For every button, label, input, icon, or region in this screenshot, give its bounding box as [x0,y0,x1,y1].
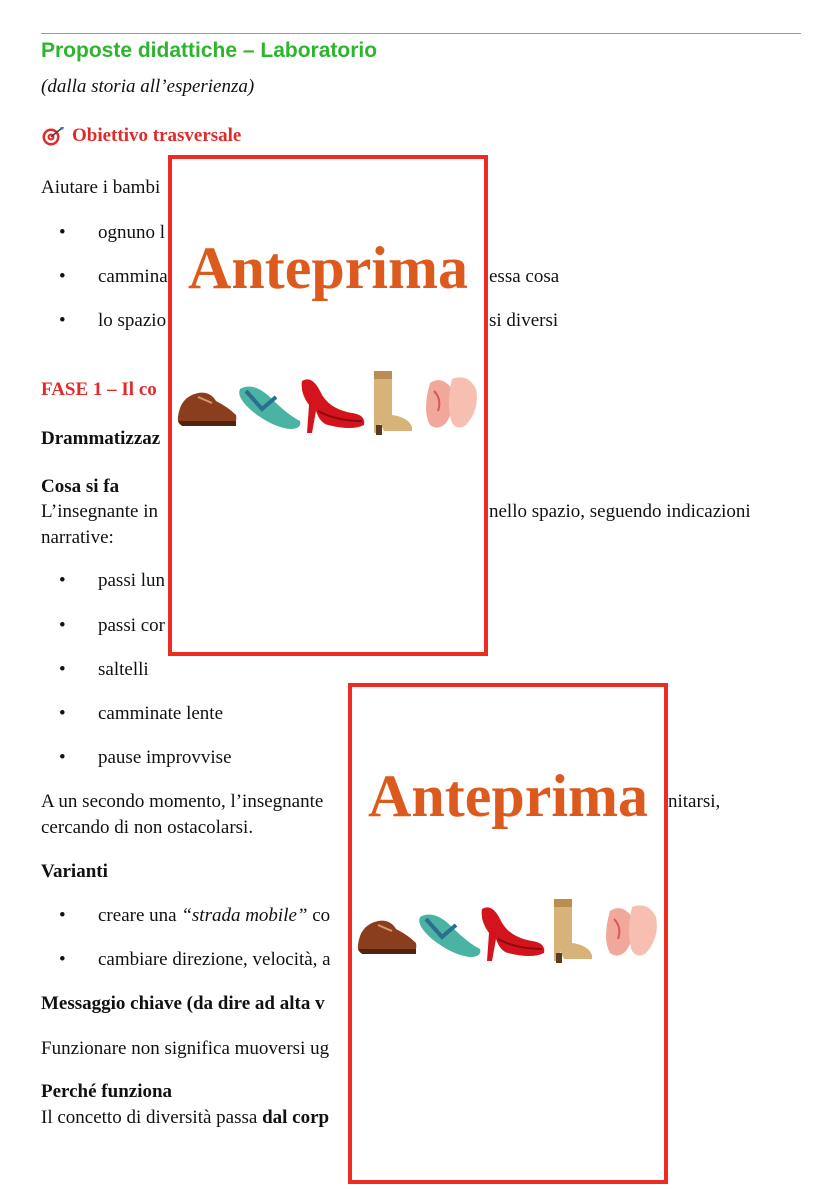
key-message-text: Funzionare non significa muoversi ug [41,1038,330,1059]
perche-text: Il concetto di diversità passa dal corp [41,1107,330,1128]
intro-text: Aiutare i bambi [41,177,161,198]
perche-heading: Perché funziona [41,1081,173,1102]
list-item: • pause improvvise [59,747,232,768]
varianti-heading: Varianti [41,861,108,882]
second-moment-line1-left: A un secondo momento, l’insegnante [41,791,324,812]
objective-heading-text: Obiettivo trasversale [72,125,242,146]
list-item: • ognuno l [59,222,166,243]
objective-heading [41,125,241,147]
preview-label: Anteprima [188,235,468,301]
list-item: • passi lun [59,570,166,591]
flip-flop-icon [239,387,300,429]
list-item: • lo spazio [59,310,167,331]
list-item: • cambiare direzione, velocità, a [59,949,331,970]
preview-overlay[interactable] [348,683,668,1184]
second-moment-line1-right: nitarsi, [668,791,721,812]
red-high-heel-icon [302,379,365,433]
brown-shoe-icon [178,393,236,426]
cosa-line2: narrative: [41,527,114,548]
top-rule [41,33,801,34]
list-item-tail: essa cosa [489,266,560,287]
cosa-line1-left: L’insegnante in [41,501,158,522]
shoes-row [176,371,480,435]
list-item: • saltelli [59,659,149,680]
beige-boot-icon [554,899,592,963]
shoes-row [356,899,660,963]
beige-boot-icon [374,371,412,435]
preview-label: Anteprima [368,763,648,829]
brown-shoe-icon [358,921,416,954]
page-title: Proposte didattiche – Laboratorio [41,39,378,62]
list-item: • camminate lente [59,703,224,724]
drama-heading: Drammatizzaz [41,428,161,449]
ballet-shoe-icon [606,905,657,955]
list-item: • passi cor [59,615,166,636]
red-high-heel-icon [482,907,545,961]
preview-overlay[interactable] [168,155,488,656]
ballet-shoe-icon [426,377,477,427]
second-moment-line2: cercando di non ostacolarsi. [41,817,254,838]
list-item: • creare una “strada mobile” co [59,905,331,926]
target-icon [41,126,65,146]
list-item-tail: si diversi [489,310,559,331]
key-message-heading: Messaggio chiave (da dire ad alta v [41,993,325,1014]
phase1-heading: FASE 1 – Il co [41,379,157,400]
cosa-line1-right: nello spazio, seguendo indicazioni [489,501,751,522]
list-item: • cammina [59,266,168,287]
flip-flop-icon [419,915,480,957]
cosa-heading: Cosa si fa [41,476,120,497]
page-subtitle: (dalla storia all’esperienza) [41,76,255,97]
